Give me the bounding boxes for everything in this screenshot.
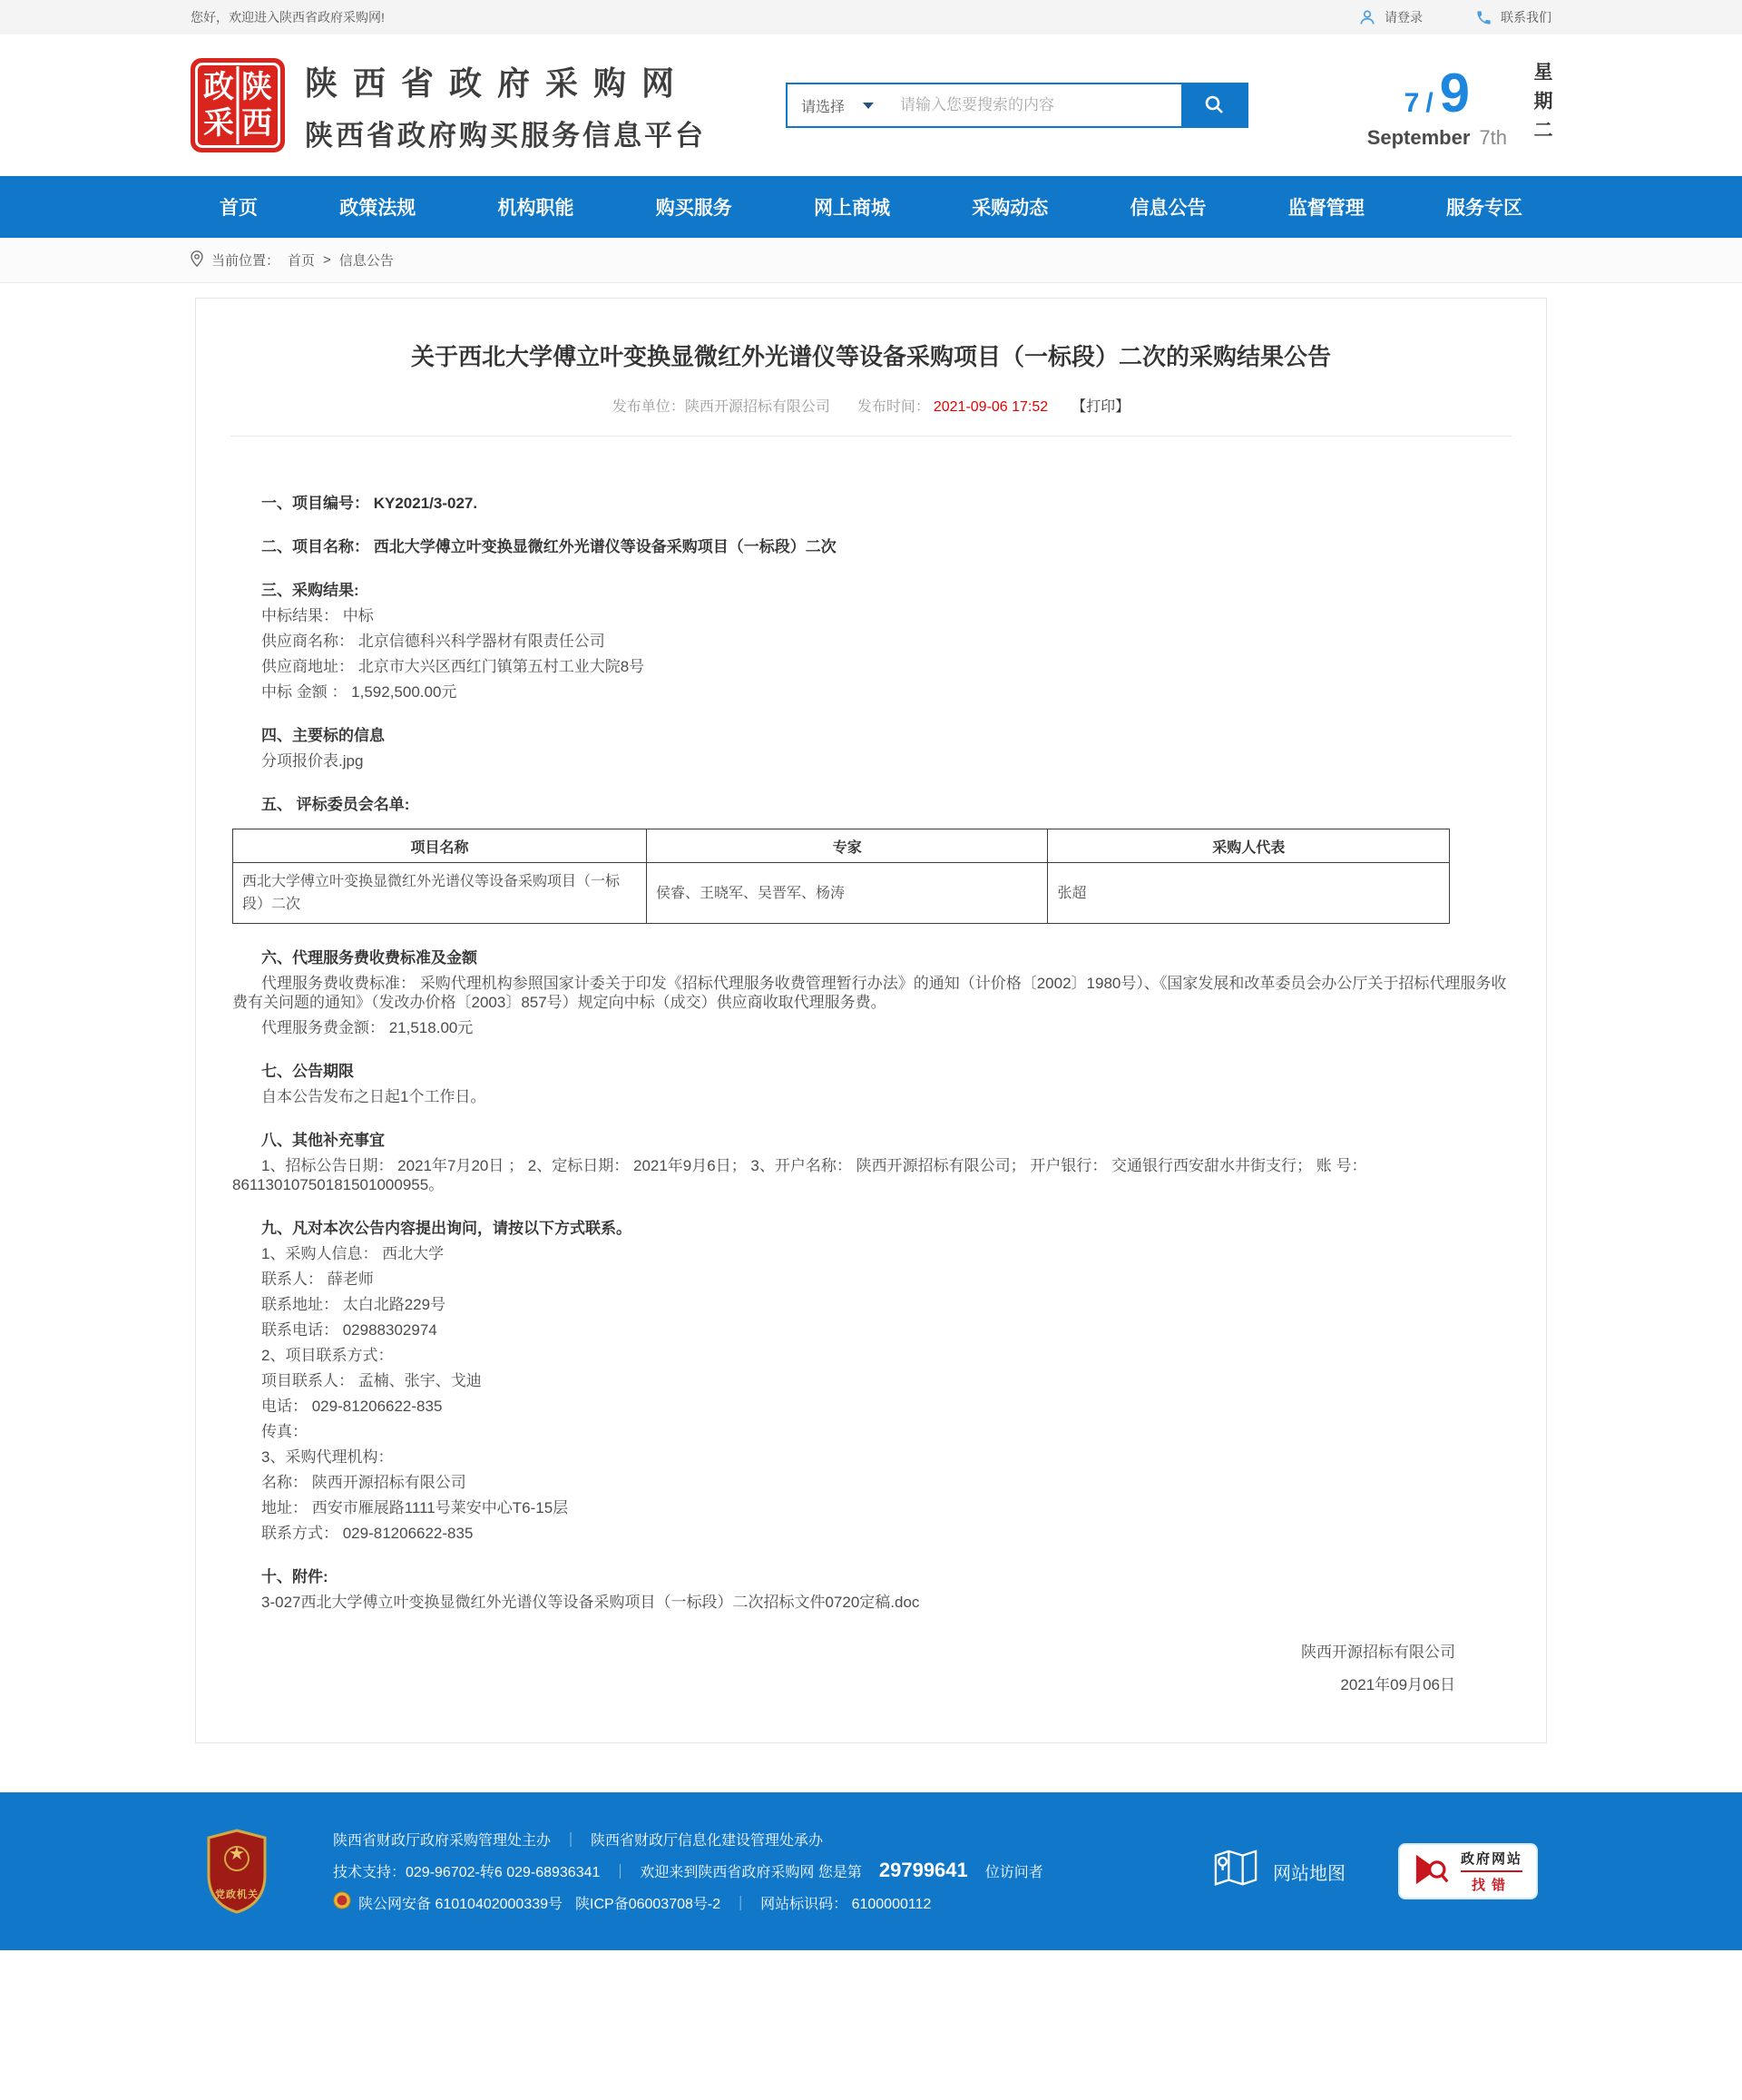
search-category-select[interactable] <box>788 84 896 126</box>
announcement-card <box>195 298 1547 1743</box>
date-day-ordinal: 7th <box>1479 125 1507 149</box>
article-body <box>196 437 1546 1694</box>
main-navigation <box>0 176 1742 238</box>
article-paragraph: 地址： 西安市雁展路1111号莱安中心T6-15层 <box>261 1499 569 1517</box>
article-paragraph: 联系电话： 02988302974 <box>261 1321 437 1339</box>
search-button[interactable] <box>1181 84 1247 126</box>
search-bar <box>786 83 1248 128</box>
site-subtitle: 陕西省政府购买服务信息平台 <box>305 119 706 152</box>
visitor-count: 29799641 <box>878 1859 968 1882</box>
footer-separator: ｜ <box>612 1864 628 1880</box>
nav-item-org[interactable]: 机构职能 <box>497 198 574 219</box>
search-input[interactable] <box>896 84 1181 126</box>
phone-icon <box>1475 9 1492 26</box>
user-icon <box>1358 8 1376 26</box>
contact-link[interactable] <box>1475 8 1551 26</box>
article-paragraph: 名称： 陕西开源招标有限公司 <box>261 1474 466 1492</box>
footer-separator: ｜ <box>563 1833 579 1850</box>
chevron-down-icon <box>863 103 874 109</box>
government-emblem-icon <box>204 1828 269 1915</box>
search-select-label: 请选择 <box>801 99 846 115</box>
nav-item-procurement-news[interactable]: 采购动态 <box>972 198 1049 219</box>
breadcrumb-current-link[interactable]: 信息公告 <box>338 253 394 269</box>
location-pin-icon <box>191 250 203 270</box>
table-header-buyer-rep: 采购人代表 <box>1048 829 1450 863</box>
site-footer <box>0 1792 1742 1950</box>
site-logo[interactable] <box>191 58 706 153</box>
date-widget <box>1367 62 1551 150</box>
signature-company: 陕西开源招标有限公司 <box>1301 1644 1455 1662</box>
article-paragraph: 供应商地址： 北京市大兴区西红门镇第五村工业大院8号 <box>261 658 645 676</box>
publisher-label: 发布单位： <box>612 399 685 416</box>
public-security-beian-link[interactable] <box>333 1891 563 1914</box>
section-heading: 七、公告期限 <box>261 1063 354 1081</box>
publisher-value: 陕西开源招标有限公司 <box>684 399 830 416</box>
beian-icp-label: 陕ICP备06003708号-2 <box>575 1897 721 1913</box>
nav-item-supervision[interactable]: 监督管理 <box>1287 198 1365 219</box>
date-weekday: 星期二 <box>1532 62 1552 149</box>
publish-time-label: 发布时间： <box>856 399 930 416</box>
article-paragraph: 1、采购人信息： 西北大学 <box>261 1245 445 1263</box>
beian-gongan-label: 陕公网安备 61010402000339号 <box>358 1897 563 1913</box>
attachment-link[interactable]: 3-027西北大学傅立叶变换显微红外光谱仪等设备采购项目（一标段）二次招标文件0720定稿.doc <box>261 1594 920 1612</box>
print-button[interactable]: 【打印】 <box>1072 399 1130 416</box>
section-heading: 十、附件: <box>261 1568 328 1586</box>
article-paragraph: 分项报价表.jpg <box>261 752 364 770</box>
nav-item-home[interactable]: 首页 <box>220 198 258 219</box>
logo-char: 西 <box>241 106 272 141</box>
police-badge-icon <box>333 1891 351 1914</box>
footer-host-org: 陕西省财政厅政府采购管理处主办 <box>333 1833 552 1850</box>
site-header <box>0 34 1742 176</box>
login-link[interactable] <box>1358 8 1423 26</box>
page-title: 关于西北大学傅立叶变换显微红外光谱仪等设备采购项目（一标段）二次的采购结果公告 <box>410 343 1331 370</box>
article-paragraph: 联系人： 薛老师 <box>261 1271 374 1289</box>
signature-date: 2021年09月06日 <box>1340 1676 1455 1694</box>
login-label: 请登录 <box>1385 10 1423 25</box>
table-header-row <box>233 829 1450 863</box>
article-paragraph: 自本公告发布之日起1个工作日。 <box>261 1088 486 1106</box>
greeting-text: 您好，欢迎进入陕西省政府采购网! <box>191 10 385 25</box>
article-paragraph: 供应商名称： 北京信德科兴科学器材有限责任公司 <box>261 633 605 651</box>
section-heading: 八、其他补充事宜 <box>261 1132 385 1150</box>
section-heading: 六、代理服务费收费标准及金额 <box>261 949 477 967</box>
table-cell-buyer-rep: 张超 <box>1048 863 1450 924</box>
date-slash: / <box>1425 87 1434 118</box>
footer-tech-support: 技术支持：029-96702-转6 029-68936341 <box>333 1864 601 1880</box>
contact-label: 联系我们 <box>1501 10 1551 25</box>
article-paragraph: 电话： 029-81206622-835 <box>261 1398 443 1416</box>
nav-item-service-zone[interactable]: 服务专区 <box>1446 198 1522 219</box>
article-meta <box>196 395 1546 416</box>
article-paragraph: 代理服务费收费标准： 采购代理机构参照国家计委关于印发《招标代理服务收费管理暂行办法》的通知（计价格〔2002〕1980号）、《国家发展和改革委员会办公厅关于招标代理服务收费有关问题的通知》（发改办价格〔2003〕857号）规定向中标（成交）供应商收取代理服务费。 <box>232 975 1507 1012</box>
article-paragraph: 传真： <box>261 1423 308 1441</box>
top-utility-bar <box>0 0 1742 34</box>
article-paragraph: 中标结果： 中标 <box>261 607 374 625</box>
table-header-experts: 专家 <box>646 829 1048 863</box>
logo-char: 陕 <box>241 70 272 104</box>
website-error-report-button[interactable] <box>1398 1843 1538 1899</box>
article-paragraph: 3、采购代理机构： <box>261 1448 394 1467</box>
table-header-project: 项目名称 <box>233 829 647 863</box>
logo-char: 采 <box>203 106 234 141</box>
site-identifier-code: 网站标识码： 6100000112 <box>760 1897 932 1913</box>
footer-text-block <box>333 1820 1043 1923</box>
table-cell-project: 西北大学傅立叶变换显微红外光谱仪等设备采购项目（一标段）二次 <box>233 863 647 924</box>
article-paragraph: 项目联系人： 孟楠、张宇、戈迪 <box>261 1372 482 1390</box>
footer-welcome-suffix: 位访问者 <box>984 1864 1043 1880</box>
section-heading: 四、主要标的信息 <box>261 727 385 745</box>
logo-seal-icon <box>191 58 285 152</box>
date-month-number: 9 <box>1439 62 1471 123</box>
date-day: 7 <box>1404 87 1420 118</box>
publish-time-value: 2021-09-06 17:52 <box>933 399 1049 416</box>
section-heading: 二、项目名称： 西北大学傅立叶变换显微红外光谱仪等设备采购项目（一标段）二次 <box>261 538 837 556</box>
section-heading: 五、 评标委员会名单: <box>261 796 410 814</box>
article-paragraph: 中标 金额 ： 1,592,500.00元 <box>261 683 457 702</box>
article-paragraph: 联系方式： 029-81206622-835 <box>261 1525 474 1543</box>
article-signature <box>232 1639 1510 1694</box>
breadcrumb-label: 当前位置： <box>211 253 280 269</box>
logo-char: 政 <box>203 70 234 104</box>
site-title: 陕西省政府采购网 <box>305 64 690 102</box>
footer-welcome-prefix: 欢迎来到陕西省政府采购网 您是第 <box>640 1864 862 1880</box>
section-heading: 三、采购结果: <box>261 582 359 600</box>
sitemap-label: 网站地图 <box>1273 1863 1346 1884</box>
breadcrumb-separator: > <box>323 252 331 268</box>
article-paragraph: 代理服务费金额： 21,518.00元 <box>261 1019 474 1037</box>
article-paragraph: 2、项目联系方式： <box>261 1347 394 1365</box>
footer-undertake-org: 陕西省财政厅信息化建设管理处承办 <box>591 1833 824 1850</box>
nav-item-announcements[interactable]: 信息公告 <box>1130 198 1207 219</box>
table-row <box>233 863 1450 924</box>
error-box-title: 政府网站 <box>1461 1849 1522 1872</box>
emblem-label: 党政机关 <box>215 1889 259 1901</box>
breadcrumb-home-link[interactable]: 首页 <box>288 253 316 269</box>
nav-item-policy[interactable]: 政策法规 <box>339 198 416 219</box>
emblem-star-icon <box>204 1842 269 1865</box>
nav-item-purchase-service[interactable]: 购买服务 <box>655 198 732 219</box>
date-month-name: September <box>1366 125 1471 149</box>
section-heading: 九、凡对本次公告内容提出询问，请按以下方式联系。 <box>261 1220 631 1238</box>
evaluation-committee-table <box>232 829 1450 924</box>
error-box-subtitle: 找错 <box>1471 1878 1512 1894</box>
topbar-actions <box>1358 8 1551 26</box>
article-paragraph: 联系地址： 太白北路229号 <box>261 1296 446 1314</box>
footer-right-widgets <box>1214 1843 1538 1899</box>
footer-separator: ｜ <box>733 1897 749 1913</box>
article-paragraph: 1、招标公告日期： 2021年7月20日 ； 2、定标日期： 2021年9月6日； 3、开户名称： 陕西开源招标有限公司； 开户银行： 交通银行西安甜水井街支行； 账 号： 86113010750181501000955。 <box>232 1157 1367 1194</box>
table-cell-experts: 侯睿、王晓军、吴晋军、杨涛 <box>646 863 1048 924</box>
breadcrumb <box>0 238 1742 283</box>
nav-item-online-mall[interactable]: 网上商城 <box>814 198 890 219</box>
map-icon <box>1214 1848 1258 1895</box>
search-icon <box>1203 93 1225 118</box>
section-heading: 一、项目编号： KY2021/3-027. <box>261 495 478 513</box>
sitemap-link[interactable] <box>1214 1848 1346 1895</box>
error-finder-icon <box>1414 1851 1452 1892</box>
icp-beian-link[interactable] <box>575 1892 720 1913</box>
